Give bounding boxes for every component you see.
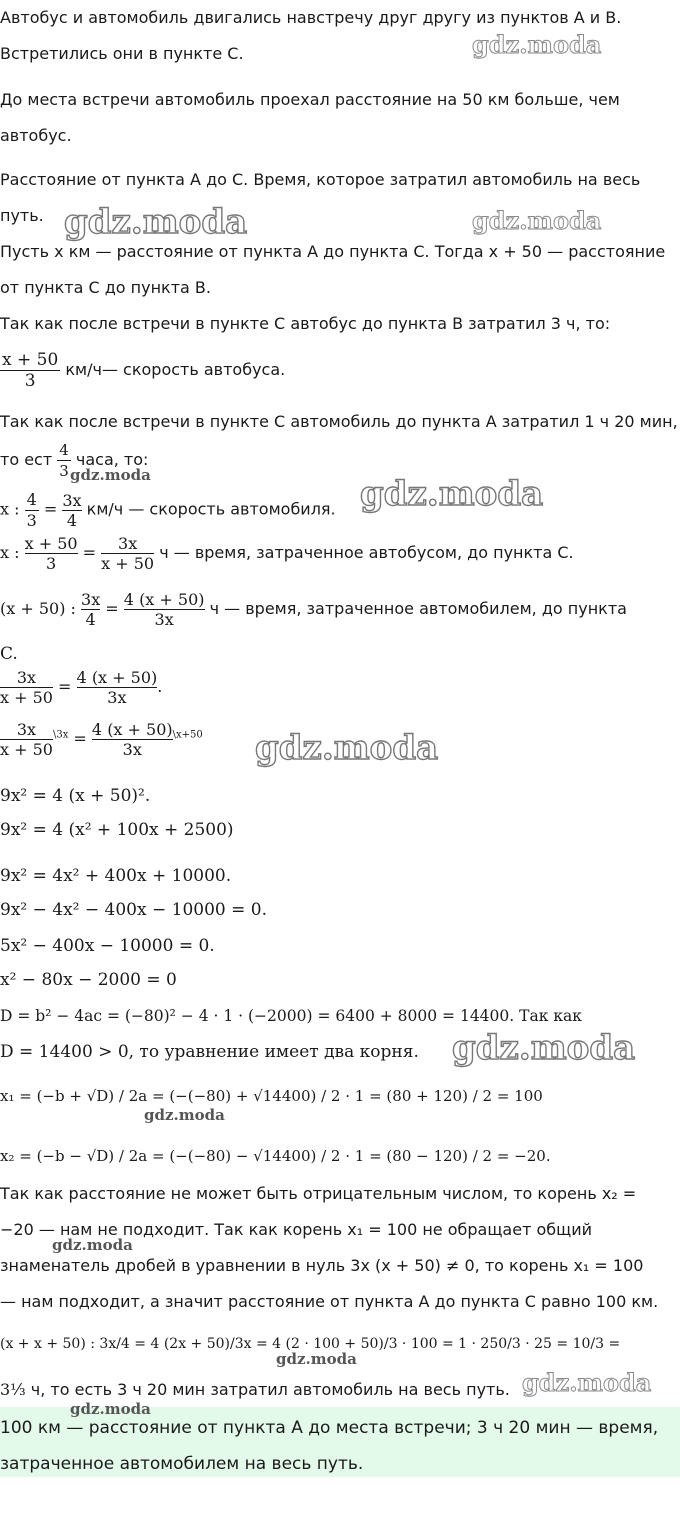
watermark-logo: gdz.moda xyxy=(360,474,544,514)
equation: $\frac{3x}{x + 50}$ = $\frac{4 (x + 50)}{3x}$ . xyxy=(0,668,163,707)
watermark-logo: gdz.moda xyxy=(70,466,151,484)
text-line: Пусть x км — расстояние от пункта A до пункта C. Тогда x + 50 — расстояние xyxy=(0,242,666,261)
text-line: Так как расстояние не может быть отрицательным числом, то корень x₂ = xyxy=(0,1184,637,1203)
equation: 9x² = 4 (x² + 100x + 2500) xyxy=(0,820,234,840)
watermark-logo: gdz.moda xyxy=(64,202,248,242)
text-line: Автобус и автомобиль двигались навстречу друг другу из пунктов A и B. xyxy=(0,8,622,27)
text-line: C. xyxy=(0,644,18,664)
text-line: Встретились они в пункте C. xyxy=(0,44,244,63)
equation: (x + x + 50) : 3x/4 = 4 (2x + 50)/3x = 4 (2 · 100 + 50)/3 · 100 = 1 · 250/3 · 25 = 10/3 = xyxy=(0,1336,621,1352)
watermark-logo: gdz.moda xyxy=(472,30,602,59)
answer-line: затраченное автомобилем на весь путь. xyxy=(0,1454,364,1474)
watermark-logo: gdz.moda xyxy=(452,1028,636,1068)
watermark-logo: gdz.moda xyxy=(255,728,439,768)
text-line: автобус. xyxy=(0,126,72,145)
text-line: — нам подходит, а значит расстояние от пункта A до пункта C равно 100 км. xyxy=(0,1292,659,1311)
watermark-logo: gdz.moda xyxy=(52,1236,133,1254)
bus-speed-line: $\frac{x + 50}{3}$ км/ч— скорость автобуса. xyxy=(2,350,286,391)
watermark-logo: gdz.moda xyxy=(276,1350,357,1368)
text-line: −20 — нам не подходит. Так как корень x₁ = 100 не обращает общий xyxy=(0,1220,592,1239)
text-line: от пункта C до пункта B. xyxy=(0,278,211,297)
watermark-logo: gdz.moda xyxy=(70,1400,151,1418)
text-line: знаменатель дробей в уравнении в нуль 3x (x + 50) ≠ 0, то корень x₁ = 100 xyxy=(0,1256,644,1275)
text-line: Расстояние от пункта A до C. Время, которое затратил автомобиль на весь xyxy=(0,170,641,189)
equation: D = b² − 4ac = (−80)² − 4 · 1 · (−2000) = 6400 + 8000 = 14400. Так как xyxy=(0,1007,582,1025)
equation: x² − 80x − 2000 = 0 xyxy=(0,970,177,990)
equation: 9x² = 4x² + 400x + 10000. xyxy=(0,866,232,886)
equation: x₂ = (−b − √D) / 2a = (−(−80) − √14400) / 2 · 1 = (80 − 120) / 2 = −20. xyxy=(0,1147,551,1165)
watermark-logo: gdz.moda xyxy=(472,206,602,235)
equation: 9x² − 4x² − 400x − 10000 = 0. xyxy=(0,900,267,920)
text-line: До места встречи автомобиль проехал расстояние на 50 км больше, чем xyxy=(0,90,620,109)
text-line: Так как после встречи в пункте C автомобиль до пункта A затратил 1 ч 20 мин, xyxy=(0,412,678,431)
equation: 5x² − 400x − 10000 = 0. xyxy=(0,936,215,956)
equation: D = 14400 > 0, то уравнение имеет два корня. xyxy=(0,1042,419,1062)
text-line: Так как после встречи в пункте C автобус до пункта B затратил 3 ч, то: xyxy=(0,314,611,333)
watermark-logo: gdz.moda xyxy=(522,1368,652,1397)
equation: $\frac{3x}{x + 50}$ $^{\backslash 3x}$ = $\frac{4 (x + 50)}{3x}$ $^{\backslash x+50}$ xyxy=(0,720,203,759)
watermark-logo: gdz.moda xyxy=(144,1106,225,1124)
car-time-line: (x + 50) : $\frac{3x}{4}$ = $\frac{4 (x + 50)}{3x}$ ч — время, затраченное автомобилем, до пункта xyxy=(0,590,627,629)
bus-time-line: x : $\frac{x + 50}{3}$ = $\frac{3x}{x + 50}$ ч — время, затраченное автобусом, до пункта C. xyxy=(0,534,574,573)
text-line: путь. xyxy=(0,206,44,225)
car-speed-line: x : $\frac{4}{3}$ = $\frac{3x}{4}$ км/ч — скорость автомобиля. xyxy=(0,490,336,530)
equation: x₁ = (−b + √D) / 2a = (−(−80) + √14400) / 2 · 1 = (80 + 120) / 2 = 100 xyxy=(0,1087,543,1105)
text-line: то ест $\frac{4}{3}$ часа, то: xyxy=(0,441,149,480)
text-line: 3⅓ ч, то есть 3 ч 20 мин затратил автомобиль на весь путь. xyxy=(0,1380,510,1399)
equation: 9x² = 4 (x + 50)². xyxy=(0,786,151,806)
answer-line: 100 км — расстояние от пункта A до места встречи; 3 ч 20 мин — время, xyxy=(0,1418,659,1438)
